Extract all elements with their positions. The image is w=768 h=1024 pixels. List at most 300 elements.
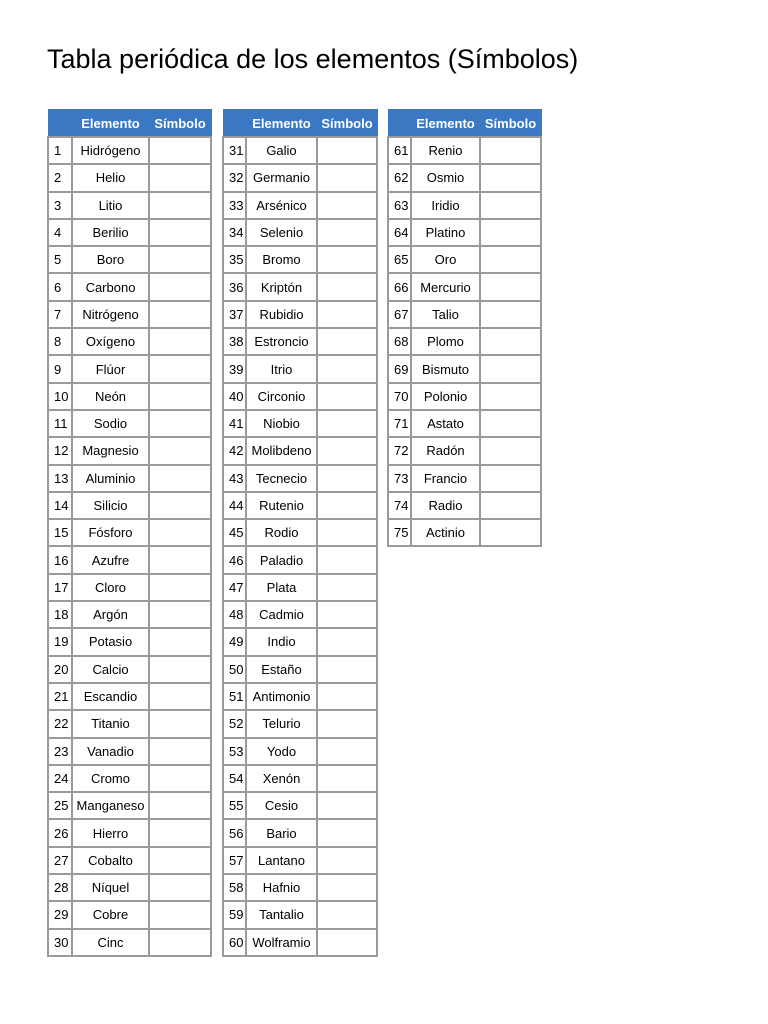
element-name: Rubidio	[246, 301, 317, 328]
element-number: 17	[48, 574, 72, 601]
symbol-cell[interactable]	[149, 137, 211, 164]
symbol-cell[interactable]	[480, 219, 541, 246]
element-number: 41	[223, 410, 246, 437]
symbol-cell[interactable]	[149, 383, 211, 410]
table-row	[223, 465, 377, 492]
element-number: 5	[48, 246, 72, 273]
element-name: Talio	[411, 301, 480, 328]
element-name: Estroncio	[246, 328, 317, 355]
element-number: 19	[48, 628, 72, 655]
element-name: Titanio	[72, 710, 149, 737]
element-name: Potasio	[72, 628, 149, 655]
symbol-cell[interactable]	[149, 328, 211, 355]
symbol-cell[interactable]	[317, 437, 377, 464]
element-number: 38	[223, 328, 246, 355]
table-row	[223, 656, 377, 683]
symbol-cell[interactable]	[317, 738, 377, 765]
header-symbol: Símbolo	[317, 110, 377, 138]
element-number: 73	[388, 465, 411, 492]
symbol-cell[interactable]	[480, 519, 541, 546]
symbol-cell[interactable]	[317, 819, 377, 846]
element-name: Tecnecio	[246, 465, 317, 492]
table-row	[48, 792, 211, 819]
symbol-cell[interactable]	[149, 819, 211, 846]
element-number: 14	[48, 492, 72, 519]
table-row	[388, 164, 541, 191]
element-number: 9	[48, 355, 72, 382]
table-row	[48, 874, 211, 901]
element-number: 8	[48, 328, 72, 355]
symbol-cell[interactable]	[149, 492, 211, 519]
header-number	[388, 110, 411, 138]
table-row	[388, 519, 541, 546]
element-number: 66	[388, 273, 411, 300]
table-row	[223, 765, 377, 792]
element-name: Polonio	[411, 383, 480, 410]
table-row	[48, 383, 211, 410]
element-number: 70	[388, 383, 411, 410]
table-row	[388, 383, 541, 410]
element-number: 61	[388, 137, 411, 164]
element-name: Selenio	[246, 219, 317, 246]
table-row	[388, 246, 541, 273]
element-name: Itrio	[246, 355, 317, 382]
element-number: 24	[48, 765, 72, 792]
table-row	[223, 901, 377, 928]
symbol-cell[interactable]	[149, 574, 211, 601]
header-element: Elemento	[246, 110, 317, 138]
element-number: 68	[388, 328, 411, 355]
element-number: 27	[48, 847, 72, 874]
symbol-cell[interactable]	[317, 628, 377, 655]
element-name: Molibdeno	[246, 437, 317, 464]
element-name: Lantano	[246, 847, 317, 874]
elements-table-2	[222, 109, 378, 957]
table-row	[48, 410, 211, 437]
table-row	[48, 137, 211, 164]
symbol-cell[interactable]	[480, 246, 541, 273]
element-number: 63	[388, 192, 411, 219]
symbol-cell[interactable]	[480, 192, 541, 219]
header-number	[48, 110, 72, 138]
element-number: 43	[223, 465, 246, 492]
element-name: Osmio	[411, 164, 480, 191]
table-row	[388, 301, 541, 328]
symbol-cell[interactable]	[317, 792, 377, 819]
element-name: Iridio	[411, 192, 480, 219]
element-name: Silicio	[72, 492, 149, 519]
element-number: 44	[223, 492, 246, 519]
element-name: Sodio	[72, 410, 149, 437]
element-name: Carbono	[72, 273, 149, 300]
element-number: 23	[48, 738, 72, 765]
table-row	[48, 192, 211, 219]
symbol-cell[interactable]	[149, 355, 211, 382]
symbol-cell[interactable]	[317, 683, 377, 710]
symbol-cell[interactable]	[480, 301, 541, 328]
table-body	[388, 137, 541, 546]
symbol-cell[interactable]	[480, 273, 541, 300]
table-row	[223, 437, 377, 464]
element-name: Níquel	[72, 874, 149, 901]
element-name: Cadmio	[246, 601, 317, 628]
element-number: 26	[48, 819, 72, 846]
symbol-cell[interactable]	[317, 656, 377, 683]
table-row	[48, 465, 211, 492]
symbol-cell[interactable]	[149, 410, 211, 437]
element-number: 46	[223, 546, 246, 573]
element-name: Rodio	[246, 519, 317, 546]
element-number: 52	[223, 710, 246, 737]
element-number: 51	[223, 683, 246, 710]
table-row	[48, 273, 211, 300]
element-name: Estaño	[246, 656, 317, 683]
symbol-cell[interactable]	[317, 164, 377, 191]
symbol-cell[interactable]	[149, 546, 211, 573]
symbol-cell[interactable]	[480, 465, 541, 492]
header-symbol: Símbolo	[149, 110, 211, 138]
element-number: 55	[223, 792, 246, 819]
element-name: Xenón	[246, 765, 317, 792]
symbol-cell[interactable]	[317, 519, 377, 546]
table-row	[388, 137, 541, 164]
table-row	[223, 519, 377, 546]
element-name: Helio	[72, 164, 149, 191]
element-number: 18	[48, 601, 72, 628]
table-row	[388, 192, 541, 219]
table-header-row	[223, 110, 377, 138]
symbol-cell[interactable]	[149, 847, 211, 874]
element-name: Neón	[72, 383, 149, 410]
table-header-row	[48, 110, 211, 138]
table-row	[223, 383, 377, 410]
element-name: Radón	[411, 437, 480, 464]
symbol-cell[interactable]	[317, 301, 377, 328]
symbol-cell[interactable]	[317, 601, 377, 628]
element-name: Magnesio	[72, 437, 149, 464]
symbol-cell[interactable]	[480, 437, 541, 464]
element-number: 3	[48, 192, 72, 219]
element-name: Actinio	[411, 519, 480, 546]
element-number: 15	[48, 519, 72, 546]
symbol-cell[interactable]	[149, 683, 211, 710]
element-number: 36	[223, 273, 246, 300]
element-number: 13	[48, 465, 72, 492]
table-row	[223, 628, 377, 655]
table-row	[48, 901, 211, 928]
table-row	[48, 492, 211, 519]
table-row	[223, 546, 377, 573]
symbol-cell[interactable]	[480, 137, 541, 164]
table-row	[223, 137, 377, 164]
symbol-cell[interactable]	[317, 410, 377, 437]
element-number: 7	[48, 301, 72, 328]
element-number: 56	[223, 819, 246, 846]
table-header-row	[388, 110, 541, 138]
element-number: 32	[223, 164, 246, 191]
symbol-cell[interactable]	[317, 246, 377, 273]
element-name: Tantalio	[246, 901, 317, 928]
table-row	[223, 301, 377, 328]
element-name: Plata	[246, 574, 317, 601]
table-row	[223, 410, 377, 437]
element-number: 40	[223, 383, 246, 410]
table-row	[48, 219, 211, 246]
element-number: 54	[223, 765, 246, 792]
element-number: 62	[388, 164, 411, 191]
table-row	[48, 738, 211, 765]
element-number: 28	[48, 874, 72, 901]
symbol-cell[interactable]	[149, 656, 211, 683]
element-name: Litio	[72, 192, 149, 219]
table-row	[48, 246, 211, 273]
element-number: 59	[223, 901, 246, 928]
symbol-cell[interactable]	[480, 410, 541, 437]
element-number: 31	[223, 137, 246, 164]
symbol-cell[interactable]	[317, 574, 377, 601]
symbol-cell[interactable]	[317, 328, 377, 355]
element-number: 1	[48, 137, 72, 164]
table-row	[48, 301, 211, 328]
table-row	[48, 601, 211, 628]
element-name: Radio	[411, 492, 480, 519]
page-title: Tabla periódica de los elementos (Símbolos)	[47, 44, 579, 74]
element-name: Cesio	[246, 792, 317, 819]
symbol-cell[interactable]	[480, 328, 541, 355]
element-number: 30	[48, 929, 72, 956]
element-name: Hafnio	[246, 874, 317, 901]
table-row	[48, 929, 211, 956]
element-name: Aluminio	[72, 465, 149, 492]
element-name: Francio	[411, 465, 480, 492]
element-name: Argón	[72, 601, 149, 628]
symbol-cell[interactable]	[149, 901, 211, 928]
table-row	[223, 355, 377, 382]
element-number: 48	[223, 601, 246, 628]
table-row	[48, 765, 211, 792]
symbol-cell[interactable]	[149, 628, 211, 655]
element-name: Indio	[246, 628, 317, 655]
symbol-cell[interactable]	[317, 847, 377, 874]
symbol-cell[interactable]	[317, 137, 377, 164]
element-number: 33	[223, 192, 246, 219]
element-number: 49	[223, 628, 246, 655]
element-name: Cromo	[72, 765, 149, 792]
element-number: 64	[388, 219, 411, 246]
symbol-cell[interactable]	[149, 273, 211, 300]
element-name: Galio	[246, 137, 317, 164]
table-body	[223, 137, 377, 956]
header-number	[223, 110, 246, 138]
symbol-cell[interactable]	[317, 465, 377, 492]
header-element: Elemento	[411, 110, 480, 138]
element-number: 60	[223, 929, 246, 956]
symbol-cell[interactable]	[149, 874, 211, 901]
table-row	[48, 710, 211, 737]
element-number: 67	[388, 301, 411, 328]
element-name: Oro	[411, 246, 480, 273]
element-name: Flúor	[72, 355, 149, 382]
element-number: 11	[48, 410, 72, 437]
table-row	[48, 628, 211, 655]
table-row	[48, 437, 211, 464]
table-row	[48, 574, 211, 601]
symbol-cell[interactable]	[149, 765, 211, 792]
table-row	[48, 819, 211, 846]
table-row	[223, 492, 377, 519]
element-number: 69	[388, 355, 411, 382]
element-number: 20	[48, 656, 72, 683]
symbol-cell[interactable]	[317, 383, 377, 410]
element-name: Boro	[72, 246, 149, 273]
element-number: 10	[48, 383, 72, 410]
symbol-cell[interactable]	[149, 519, 211, 546]
table-row	[223, 847, 377, 874]
table-row	[388, 492, 541, 519]
symbol-cell[interactable]	[149, 219, 211, 246]
table-row	[48, 683, 211, 710]
table-row	[388, 437, 541, 464]
symbol-cell[interactable]	[149, 192, 211, 219]
element-name: Bario	[246, 819, 317, 846]
table-row	[48, 847, 211, 874]
element-name: Hidrógeno	[72, 137, 149, 164]
element-number: 37	[223, 301, 246, 328]
element-number: 21	[48, 683, 72, 710]
symbol-cell[interactable]	[149, 437, 211, 464]
element-number: 35	[223, 246, 246, 273]
element-name: Cinc	[72, 929, 149, 956]
element-number: 4	[48, 219, 72, 246]
symbol-cell[interactable]	[317, 710, 377, 737]
symbol-cell[interactable]	[317, 355, 377, 382]
table-row	[223, 328, 377, 355]
symbol-cell[interactable]	[480, 492, 541, 519]
symbol-cell[interactable]	[149, 710, 211, 737]
element-name: Vanadio	[72, 738, 149, 765]
element-name: Plomo	[411, 328, 480, 355]
element-name: Astato	[411, 410, 480, 437]
symbol-cell[interactable]	[317, 929, 377, 956]
symbol-cell[interactable]	[317, 874, 377, 901]
table-row	[388, 355, 541, 382]
element-name: Bismuto	[411, 355, 480, 382]
symbol-cell[interactable]	[480, 383, 541, 410]
table-row	[48, 328, 211, 355]
table-row	[223, 792, 377, 819]
element-number: 47	[223, 574, 246, 601]
table-row	[223, 273, 377, 300]
table-row	[223, 819, 377, 846]
table-row	[223, 601, 377, 628]
element-name: Fósforo	[72, 519, 149, 546]
element-number: 65	[388, 246, 411, 273]
element-name: Niobio	[246, 410, 317, 437]
symbol-cell[interactable]	[149, 601, 211, 628]
element-name: Hierro	[72, 819, 149, 846]
symbol-cell[interactable]	[480, 355, 541, 382]
element-number: 74	[388, 492, 411, 519]
element-name: Paladio	[246, 546, 317, 573]
table-body	[48, 137, 211, 956]
symbol-cell[interactable]	[317, 546, 377, 573]
element-name: Cloro	[72, 574, 149, 601]
element-name: Cobalto	[72, 847, 149, 874]
element-name: Antimonio	[246, 683, 317, 710]
symbol-cell[interactable]	[317, 765, 377, 792]
element-name: Bromo	[246, 246, 317, 273]
element-name: Calcio	[72, 656, 149, 683]
element-name: Nitrógeno	[72, 301, 149, 328]
table-row	[223, 574, 377, 601]
element-name: Azufre	[72, 546, 149, 573]
symbol-cell[interactable]	[149, 301, 211, 328]
table-row	[223, 246, 377, 273]
element-number: 29	[48, 901, 72, 928]
element-name: Germanio	[246, 164, 317, 191]
symbol-cell[interactable]	[317, 192, 377, 219]
element-number: 75	[388, 519, 411, 546]
table-row	[48, 355, 211, 382]
table-row	[48, 519, 211, 546]
element-number: 34	[223, 219, 246, 246]
elements-table-3	[387, 109, 542, 547]
element-name: Platino	[411, 219, 480, 246]
table-row	[48, 546, 211, 573]
symbol-cell[interactable]	[149, 465, 211, 492]
element-number: 22	[48, 710, 72, 737]
table-row	[388, 273, 541, 300]
symbol-cell[interactable]	[317, 901, 377, 928]
table-row	[223, 164, 377, 191]
symbol-cell[interactable]	[480, 164, 541, 191]
element-name: Cobre	[72, 901, 149, 928]
symbol-cell[interactable]	[317, 273, 377, 300]
table-row	[223, 192, 377, 219]
element-name: Renio	[411, 137, 480, 164]
element-number: 53	[223, 738, 246, 765]
element-name: Arsénico	[246, 192, 317, 219]
symbol-cell[interactable]	[149, 738, 211, 765]
table-row	[223, 710, 377, 737]
symbol-cell[interactable]	[149, 792, 211, 819]
table-row	[388, 410, 541, 437]
element-number: 72	[388, 437, 411, 464]
symbol-cell[interactable]	[149, 929, 211, 956]
element-number: 6	[48, 273, 72, 300]
element-name: Telurio	[246, 710, 317, 737]
element-name: Berilio	[72, 219, 149, 246]
element-number: 71	[388, 410, 411, 437]
table-row	[48, 164, 211, 191]
element-number: 50	[223, 656, 246, 683]
header-element: Elemento	[72, 110, 149, 138]
symbol-cell[interactable]	[149, 164, 211, 191]
symbol-cell[interactable]	[317, 492, 377, 519]
element-number: 57	[223, 847, 246, 874]
element-number: 25	[48, 792, 72, 819]
symbol-cell[interactable]	[317, 219, 377, 246]
elements-table-1	[47, 109, 212, 957]
table-row	[48, 656, 211, 683]
symbol-cell[interactable]	[149, 246, 211, 273]
element-name: Kriptón	[246, 273, 317, 300]
table-row	[388, 465, 541, 492]
element-number: 58	[223, 874, 246, 901]
table-row	[223, 874, 377, 901]
element-name: Circonio	[246, 383, 317, 410]
table-row	[223, 738, 377, 765]
